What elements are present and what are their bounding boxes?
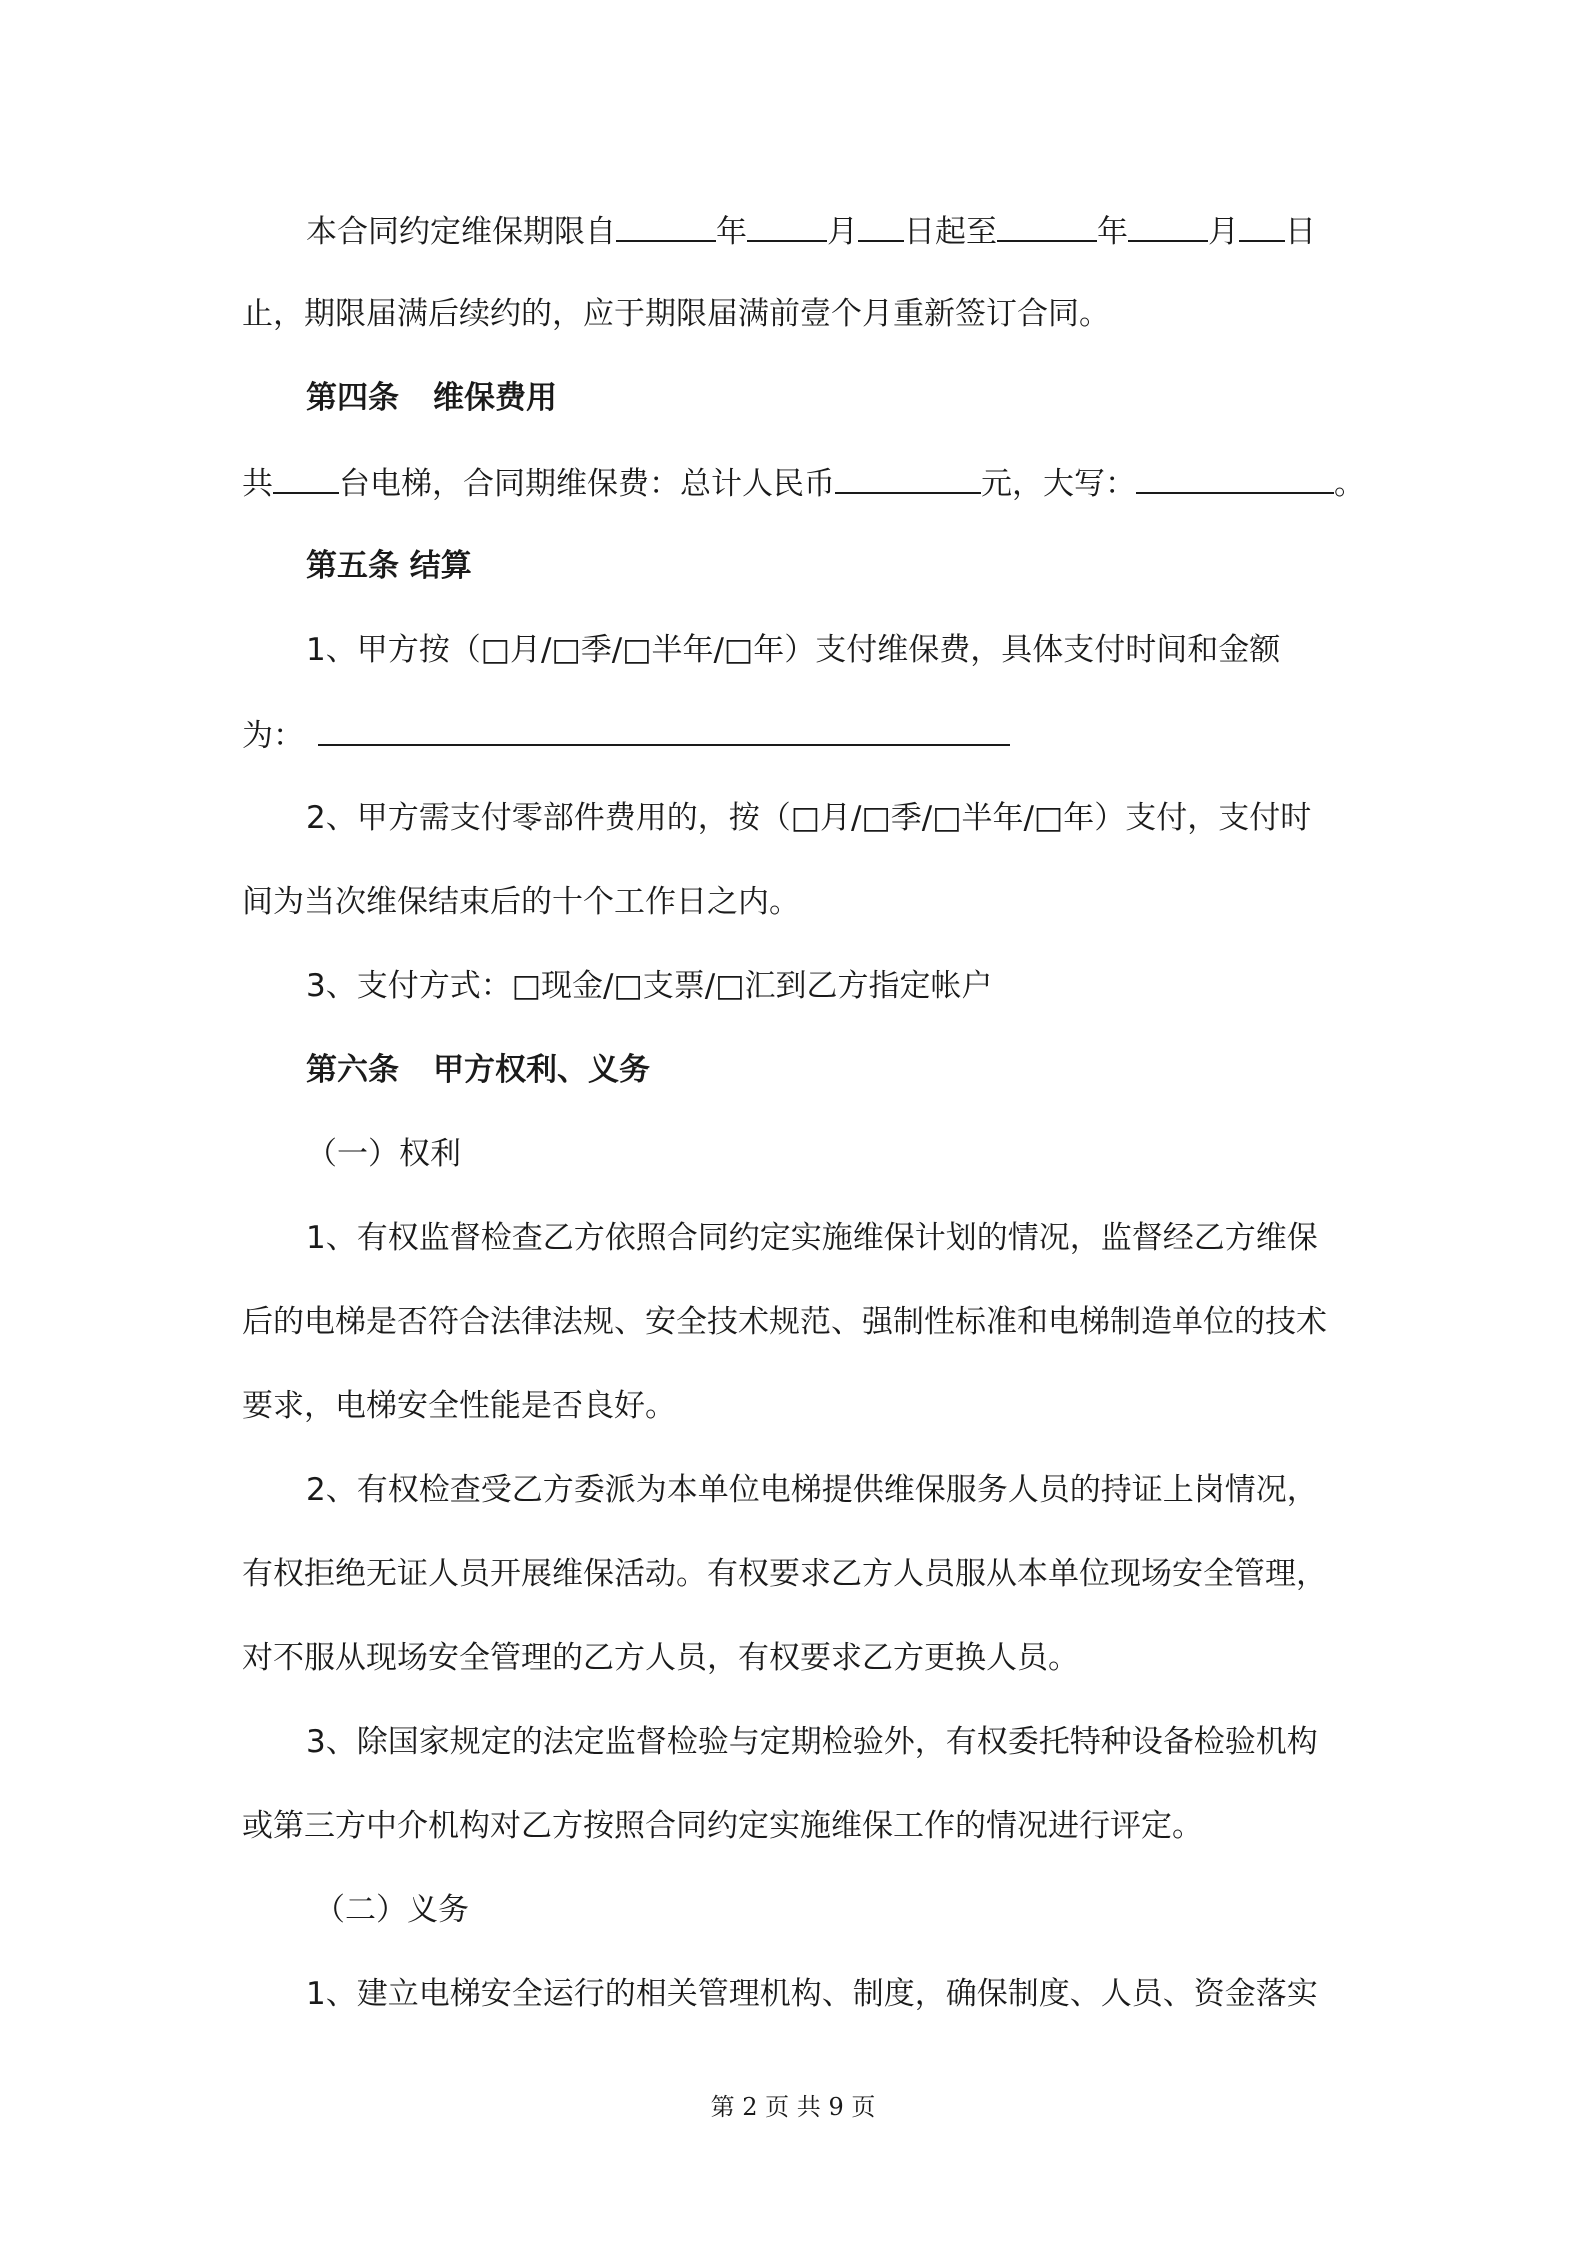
- right1-line2: 后的电梯是否符合法律法规、安全技术规范、强制性标准和电梯制造单位的技术: [242, 1304, 1327, 1340]
- article5-item2-line2: 间为当次维保结束后的十个工作日之内。: [242, 884, 800, 920]
- start-month-blank[interactable]: [747, 210, 827, 242]
- amount-words-blank[interactable]: [1136, 462, 1334, 494]
- day-from-label: 日起至: [904, 214, 997, 250]
- duty1-line1: 1、建立电梯安全运行的相关管理机构、制度，确保制度、人员、资金落实: [306, 1976, 1318, 2012]
- rights-heading: （一）权利: [306, 1136, 461, 1172]
- article6-heading: [242, 1050, 1352, 1090]
- article5-item1-line1: 1、甲方按（□月/□季/□半年/□年）支付维保费，具体支付时间和金额: [306, 632, 1281, 668]
- fee-text-2: 台电梯，合同期维保费：总计人民币: [339, 466, 835, 502]
- article6-title: 甲方权利、义务: [433, 1052, 650, 1088]
- start-day-blank[interactable]: [858, 210, 904, 242]
- fee-text-1: 共: [242, 466, 273, 502]
- term-text-start: 本合同约定维保期限自: [306, 214, 616, 250]
- fee-text-end: 。: [1334, 466, 1365, 502]
- article4-fee-line: [242, 462, 1365, 504]
- start-year-blank[interactable]: [616, 210, 716, 242]
- month-label: 月: [1208, 214, 1239, 250]
- article5-item3: 3、支付方式：□现金/□支票/□汇到乙方指定帐户: [306, 968, 993, 1004]
- payment-schedule-blank[interactable]: [318, 714, 1010, 746]
- article6-number: 第六条: [306, 1052, 399, 1088]
- right3-line2: 或第三方中介机构对乙方按照合同约定实施维保工作的情况进行评定。: [242, 1808, 1203, 1844]
- article5-item2-line1: 2、甲方需支付零部件费用的，按（□月/□季/□半年/□年）支付，支付时: [306, 800, 1312, 836]
- duties-heading: （二）义务: [314, 1892, 469, 1928]
- term-line-1: [242, 210, 1352, 252]
- right2-line1: 2、有权检查受乙方委派为本单位电梯提供维保服务人员的持证上岗情况，: [306, 1472, 1318, 1508]
- year-label: 年: [1097, 214, 1128, 250]
- amount-blank[interactable]: [835, 462, 981, 494]
- day-label: 日: [1285, 214, 1316, 250]
- right2-line3: 对不服从现场安全管理的乙方人员，有权要求乙方更换人员。: [242, 1640, 1079, 1676]
- article5-item1-line2: [242, 714, 1352, 756]
- end-year-blank[interactable]: [997, 210, 1097, 242]
- article4-heading: [242, 378, 1352, 418]
- right3-line1: 3、除国家规定的法定监督检验与定期检验外，有权委托特种设备检验机构: [306, 1724, 1318, 1760]
- article4-title: 维保费用: [433, 380, 557, 416]
- article4-number: 第四条: [306, 380, 399, 416]
- page-footer: 第 2 页 共 9 页: [710, 2093, 876, 2121]
- end-month-blank[interactable]: [1128, 210, 1208, 242]
- right1-line3: 要求，电梯安全性能是否良好。: [242, 1388, 676, 1424]
- article5-heading: 第五条 结算: [306, 548, 472, 584]
- item1-label: 为：: [242, 718, 304, 754]
- fee-text-3: 元，大写：: [981, 466, 1136, 502]
- right2-line2: 有权拒绝无证人员开展维保活动。有权要求乙方人员服从本单位现场安全管理，: [242, 1556, 1327, 1592]
- year-label: 年: [716, 214, 747, 250]
- month-label: 月: [827, 214, 858, 250]
- end-day-blank[interactable]: [1239, 210, 1285, 242]
- right1-line1: 1、有权监督检查乙方依照合同约定实施维保计划的情况，监督经乙方维保: [306, 1220, 1318, 1256]
- term-line-2: 止，期限届满后续约的，应于期限届满前壹个月重新签订合同。: [242, 296, 1110, 332]
- elevator-count-blank[interactable]: [273, 462, 339, 494]
